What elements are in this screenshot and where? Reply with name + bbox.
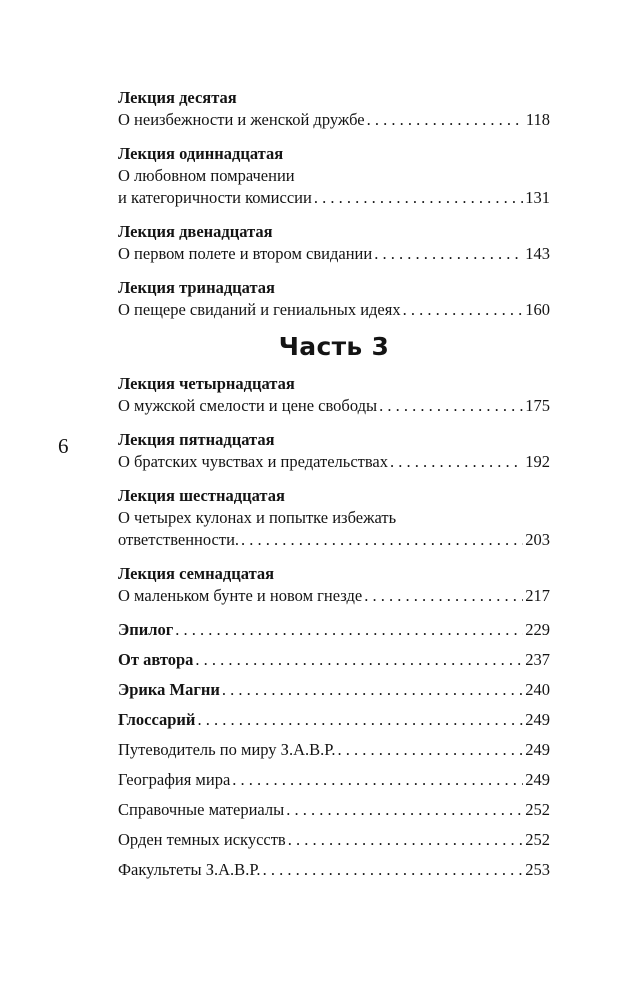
dot-leader [286, 799, 523, 821]
page-ref: 252 [525, 830, 550, 849]
toc-part-2-continued [118, 87, 550, 333]
entry-label: Факультеты З.А.В.Р. [118, 860, 261, 879]
page-ref: 131 [525, 188, 550, 207]
entry-label: От автора [118, 650, 194, 669]
lecture-subtitle-line [118, 395, 550, 417]
lecture-subtitle: О первом полете и втором свидании [118, 244, 373, 263]
toc-entry-from-author[interactable] [118, 649, 550, 671]
lecture-subtitle: ответственности. [118, 530, 240, 549]
toc-entry-dark-arts-order[interactable] [118, 829, 550, 851]
lecture-subtitle-line [118, 243, 550, 265]
page-ref: 160 [525, 300, 550, 319]
lecture-subtitle: и категоричности комиссии [118, 188, 312, 207]
lecture-heading: Лекция четырнадцатая [118, 374, 295, 393]
lecture-subtitle: О маленьком бунте и новом гнезде [118, 586, 363, 605]
page-ref: 217 [525, 586, 550, 605]
dot-leader [175, 619, 523, 641]
lecture-subtitle: О пещере свиданий и гениальных идеях [118, 300, 401, 319]
page-ref: 118 [525, 110, 550, 129]
page-ref: 240 [525, 680, 550, 699]
entry-label: Эрика Магни [118, 680, 220, 699]
lecture-subtitle-line [118, 187, 550, 209]
entry-label: Эпилог [118, 620, 174, 639]
toc-entry-lecture-10[interactable] [118, 87, 550, 131]
dot-leader [374, 243, 523, 265]
part-title: Часть 3 [278, 332, 390, 361]
entry-label: Путеводитель по миру З.А.В.Р. [118, 740, 336, 759]
dot-leader [367, 109, 524, 131]
page-ref: 203 [525, 530, 550, 549]
lecture-heading: Лекция шестнадцатая [118, 486, 285, 505]
page-ref: 143 [525, 244, 550, 263]
lecture-subtitle: О неизбежности и женской дружбе [118, 110, 365, 129]
toc-entry-glossary[interactable] [118, 709, 550, 731]
toc-entry-erika-magni[interactable] [118, 679, 550, 701]
lecture-heading: Лекция пятнадцатая [118, 430, 275, 449]
entry-label: География мира [118, 770, 231, 789]
dot-leader [241, 529, 523, 551]
toc-entry-lecture-16[interactable] [118, 485, 550, 551]
dot-leader [379, 395, 523, 417]
entry-label: Справочные материалы [118, 800, 285, 819]
lecture-subtitle: О мужской смелости и цене свободы [118, 396, 378, 415]
dot-leader [222, 679, 523, 701]
lecture-heading: Лекция одиннадцатая [118, 144, 284, 163]
page-ref: 229 [525, 620, 550, 639]
toc-entry-world-geography[interactable] [118, 769, 550, 791]
toc-entry-lecture-12[interactable] [118, 221, 550, 265]
lecture-subtitle: О любовном помрачении [118, 166, 295, 185]
page-ref: 249 [525, 740, 550, 759]
dot-leader [403, 299, 524, 321]
lecture-subtitle: О четырех кулонах и попытке избежать [118, 508, 397, 527]
dot-leader [314, 187, 523, 209]
lecture-subtitle-line [118, 585, 550, 607]
toc-entry-world-guide[interactable] [118, 739, 550, 761]
page-ref: 249 [525, 710, 550, 729]
dot-leader [390, 451, 523, 473]
page-ref: 252 [525, 800, 550, 819]
dot-leader [232, 769, 523, 791]
entry-label: Глоссарий [118, 710, 196, 729]
lecture-subtitle-line [118, 109, 550, 131]
entry-label: Орден темных искусств [118, 830, 286, 849]
page-ref: 175 [525, 396, 550, 415]
lecture-subtitle-line [118, 529, 550, 551]
lecture-heading: Лекция двенадцатая [118, 222, 273, 241]
dot-leader [197, 709, 523, 731]
dot-leader [337, 739, 523, 761]
lecture-heading: Лекция тринадцатая [118, 278, 275, 297]
toc-entry-lecture-13[interactable] [118, 277, 550, 321]
lecture-subtitle-line [118, 451, 550, 473]
toc-entry-lecture-15[interactable] [118, 429, 550, 473]
toc-part-3 [118, 373, 550, 889]
page-ref: 249 [525, 770, 550, 789]
page-ref: 253 [525, 860, 550, 879]
dot-leader [288, 829, 524, 851]
lecture-heading: Лекция семнадцатая [118, 564, 275, 583]
toc-entry-epilogue[interactable] [118, 619, 550, 641]
toc-entry-faculties[interactable] [118, 859, 550, 881]
lecture-subtitle: О братских чувствах и предательствах [118, 452, 388, 471]
dot-leader [364, 585, 523, 607]
page-ref: 192 [525, 452, 550, 471]
toc-entry-reference-materials[interactable] [118, 799, 550, 821]
lecture-heading: Лекция десятая [118, 88, 237, 107]
page-ref: 237 [525, 650, 550, 669]
dot-leader [195, 649, 523, 671]
toc-entry-lecture-17[interactable] [118, 563, 550, 607]
toc-entry-lecture-11[interactable] [118, 143, 550, 209]
dot-leader [263, 859, 524, 881]
page-number: 6 [58, 434, 69, 458]
toc-entry-lecture-14[interactable] [118, 373, 550, 417]
lecture-subtitle-line [118, 299, 550, 321]
